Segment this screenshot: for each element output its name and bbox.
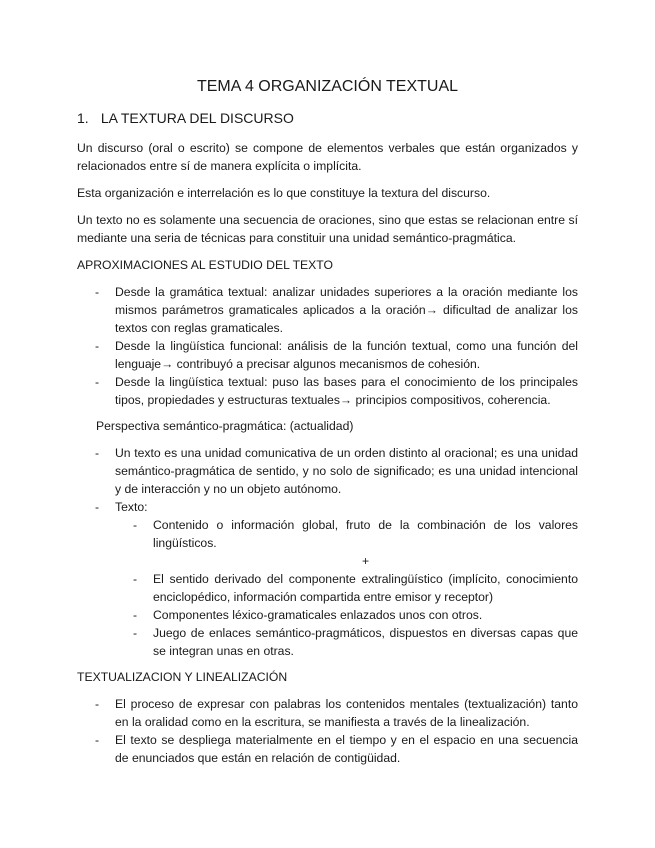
list-item — [115, 606, 578, 624]
paragraph-texto-secuencia: Un texto no es solamente una secuencia de oraciones, sino que estas se relacionan entre sí mediante una seria de técnicas para constituir una unidad semántico-pragmática. — [77, 213, 578, 245]
dash-bullet: - — [95, 375, 100, 389]
list-item-text: Contenido o información global, fruto de la combinación de los valores lingüísticos. — [153, 518, 578, 550]
dash-bullet: - — [133, 626, 138, 640]
list-item — [115, 570, 578, 606]
paragraph-organizacion: Esta organización e interrelación es lo que constituye la textura del discurso. — [77, 186, 491, 200]
perspectiva-heading: Perspectiva semántico-pragmática: (actualidad) — [96, 419, 354, 433]
section-heading-textura — [77, 108, 578, 128]
list-perspectiva — [77, 444, 578, 660]
paragraph-discurso: Un discurso (oral o escrito) se compone de elementos verbales que están organizados y relacionados entre sí de manera explícita o implícita. — [77, 141, 578, 173]
dash-bullet: - — [95, 697, 100, 711]
subheading-aproximaciones: APROXIMACIONES AL ESTUDIO DEL TEXTO — [77, 258, 334, 272]
document-title: TEMA 4 ORGANIZACIÓN TEXTUAL — [196, 78, 459, 95]
document-page — [77, 76, 578, 775]
dash-bullet: - — [133, 608, 138, 622]
dash-bullet: - — [95, 285, 100, 299]
list-item — [77, 444, 578, 498]
dash-bullet: - — [95, 500, 100, 514]
list-item — [77, 695, 578, 731]
list-texto-components-b — [115, 570, 578, 660]
dash-bullet: - — [133, 572, 138, 586]
list-item — [77, 337, 578, 373]
list-item-text: Texto: — [115, 500, 148, 514]
dash-bullet: - — [95, 446, 100, 460]
list-item-text: Juego de enlaces semántico-pragmáticos, dispuestos en diversas capas que se integran unas en otras. — [153, 626, 578, 658]
dash-bullet: - — [95, 733, 100, 747]
plus-sign: + — [361, 554, 370, 568]
list-item — [115, 516, 578, 552]
list-item-text: Desde la gramática textual: analizar unidades superiores a la oración mediante los mismos parámetros gramaticales aplicados a la oración→ dificultad de analizar los textos con reglas gramaticales. — [115, 285, 578, 335]
list-item-text: El texto se despliega materialmente en el tiempo y en el espacio en una secuencia de enunciados que están en relación de contigüidad. — [115, 733, 578, 765]
list-item — [115, 624, 578, 660]
section-number: 1. — [77, 110, 89, 126]
list-item-text: El sentido derivado del componente extralingüístico (implícito, conocimiento enciclopédico, información compartida entre emisor y receptor) — [153, 572, 578, 604]
section-heading-label: LA TEXTURA DEL DISCURSO — [100, 110, 294, 126]
list-item — [77, 373, 578, 409]
list-item-text: El proceso de expresar con palabras los contenidos mentales (textualización) tanto en la oralidad como en la escritura, se manifiesta a través de la linealización. — [115, 697, 578, 729]
subheading-textualizacion: TEXTUALIZACION Y LINEALIZACIÓN — [77, 670, 288, 684]
list-texto-components — [115, 516, 578, 552]
list-item — [77, 498, 578, 660]
list-textualizacion — [77, 695, 578, 767]
list-aproximaciones — [77, 283, 578, 409]
list-item-text: Desde la lingüística funcional: análisis de la función textual, como una función del lenguaje→ contribuyó a precisar algunos mecanismos de cohesión. — [115, 339, 578, 371]
list-item-text: Un texto es una unidad comunicativa de un orden distinto al oracional; es una unidad semántico-pragmática de sentido, y no solo de significado; es una unidad intencional y de interacción y no un objeto autónomo. — [115, 446, 578, 496]
list-item-text: Desde la lingüística textual: puso las bases para el conocimiento de los principales tipos, propiedades y estructuras textuales→ principios compositivos, coherencia. — [115, 375, 578, 407]
list-item-text: Componentes léxico-gramaticales enlazados unos con otros. — [153, 608, 483, 622]
dash-bullet: - — [133, 518, 138, 532]
dash-bullet: - — [95, 339, 100, 353]
list-item — [77, 731, 578, 767]
list-item — [77, 283, 578, 337]
